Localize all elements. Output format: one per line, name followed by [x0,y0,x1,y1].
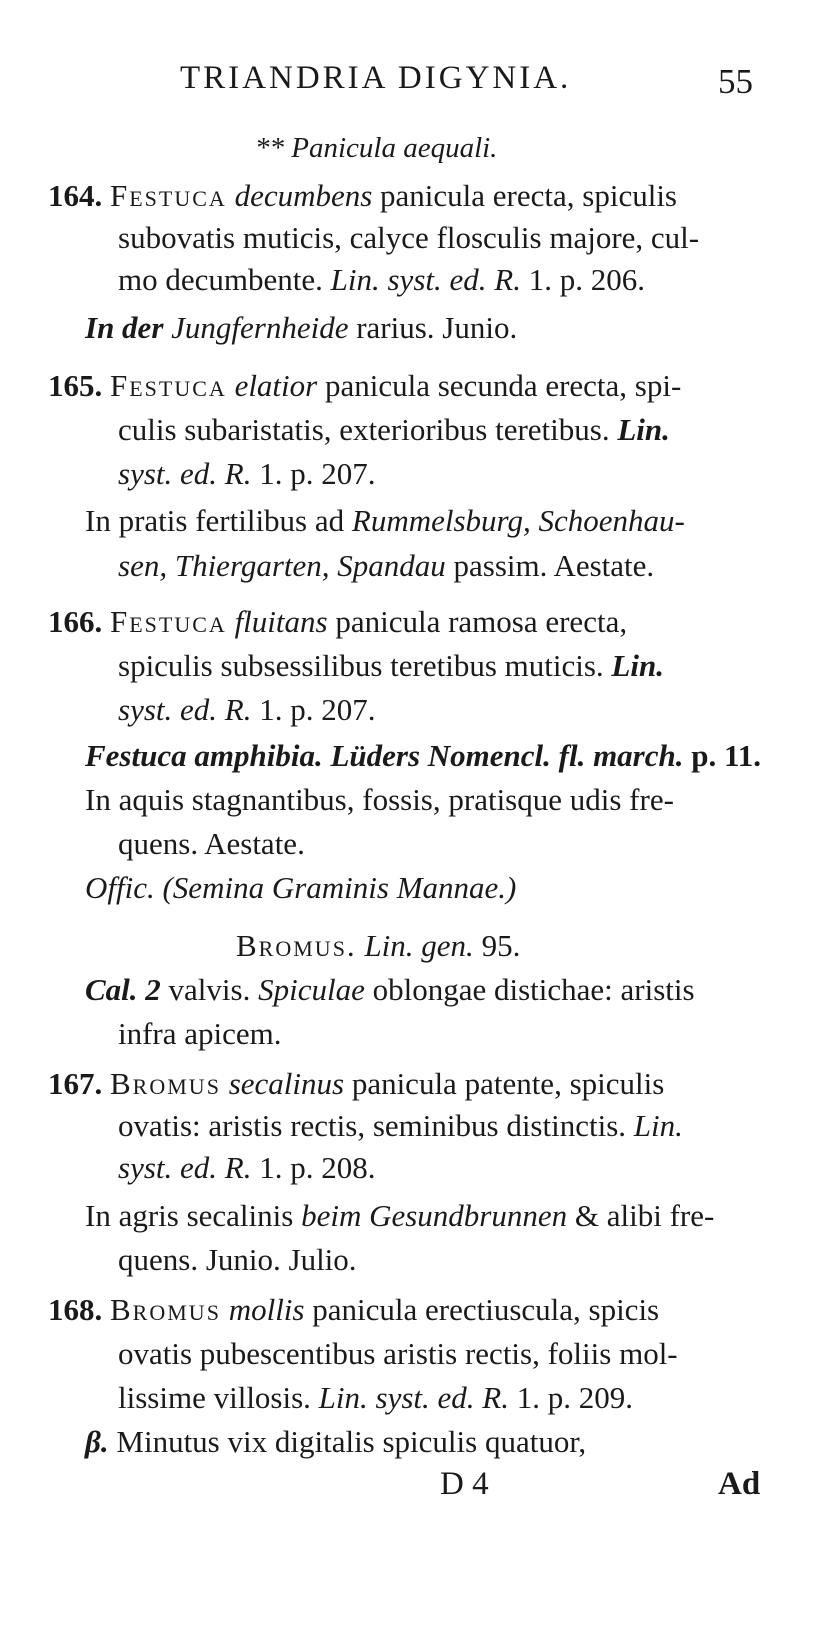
literature-reference: syst. ed. R. [118,1150,252,1185]
description: panicula patente, spiculis [351,1066,665,1101]
locality-note: passim. Aestate. [453,548,655,583]
place-name: Thiergarten, [174,548,330,583]
entry-168-line-3 [118,1380,633,1416]
genus-description-2: infra apicem. [118,1016,282,1051]
literature-reference: Lin. [617,412,670,447]
description: panicula erectiuscula, spicis [312,1292,660,1327]
entry-165-locality-2 [118,548,654,584]
species-name: mollis [228,1292,305,1327]
subheading: ** Panicula aequali. [255,132,498,164]
synonym-reference: Festuca amphibia. Lüders Nomencl. fl. march. [85,738,684,773]
description: panicula erecta, spiculis [380,178,677,213]
entry-165-locality-1 [85,503,685,539]
species-name: secalinus [228,1066,345,1101]
genus-name: Festuca [110,178,227,213]
genus-name: Festuca [110,368,227,403]
literature-reference: Lin. syst. ed. R. [330,262,521,297]
entry-number: 168. [48,1292,103,1327]
entry-number: 167. [48,1066,103,1101]
description: oblongae distichae: aristis [372,972,695,1007]
literature-reference: syst. ed. R. [118,692,252,727]
entry-164-locality [85,310,517,346]
species-name: elatior [234,368,318,403]
entry-165-line-1 [48,368,681,404]
entry-166-line-2 [118,648,664,684]
place-name: Rummelsburg, [351,503,531,538]
entry-167-line-1 [48,1066,664,1102]
genus-name: Festuca [110,604,227,639]
running-header [180,60,571,96]
entry-164-line-2: subovatis muticis, calyce flosculis majore, cul- [118,220,700,255]
reference-page: p. 11. [691,738,762,773]
description: culis subaristatis, exterioribus teretibus. [118,412,610,447]
reference-page: 1. p. 206. [528,262,645,297]
calyx-label: Cal. 2 [85,972,161,1007]
species-name: decumbens [234,178,373,213]
entry-166-line-1 [48,604,627,640]
genus-name: Bromus [110,1066,221,1101]
entry-166-synonym [85,738,761,774]
literature-reference: Lin. [611,648,664,683]
place-name: Jungfernheide [171,310,349,345]
literature-reference: Lin. gen. [364,928,474,963]
locality-text: In pratis fertilibus ad [85,503,345,538]
genus-description-1 [85,972,695,1008]
place-name: Spandau [337,548,446,583]
description: ovatis: aristis rectis, seminibus distinctis. [118,1108,627,1143]
entry-166-locality-1: In aquis stagnantibus, fossis, pratisque udis fre- [85,782,674,817]
entry-164-line-1 [48,178,677,214]
description-term: Spiculae [258,972,365,1007]
locality-text: In agris secalinis [85,1198,294,1233]
entry-167-locality-1 [85,1198,714,1234]
description: valvis. [168,972,251,1007]
locality-note: rarius. Junio. [356,310,518,345]
literature-reference: Lin. [633,1108,683,1143]
header-title: TRIANDRIA DIGYNIA. [180,60,572,96]
variety-marker: β. [85,1424,109,1459]
locality-prefix: In der [85,310,164,345]
entry-165-line-2 [118,412,670,448]
entry-167-line-3 [118,1150,375,1186]
genus-number: 95. [481,928,521,963]
place-name: Schoenhau- [538,503,685,538]
reference-page: 1. p. 209. [516,1380,633,1415]
place-name: sen, [118,548,168,583]
genus-title: Bromus. [236,928,357,963]
genus-name: Bromus [110,1292,221,1327]
catchword: Ad [718,1466,761,1502]
description: panicula ramosa erecta, [335,604,628,639]
species-name: fluitans [234,604,328,639]
description: spiculis subsessilibus teretibus muticis. [118,648,604,683]
entry-number: 165. [48,368,103,403]
genus-heading [236,928,520,964]
reference-page: 1. p. 207. [259,692,376,727]
literature-reference: Lin. syst. ed. R. [318,1380,509,1415]
entry-167-locality-2: quens. Junio. Julio. [118,1242,357,1277]
entry-168-variety [85,1424,586,1460]
page-number: 55 [718,62,753,101]
entry-166-line-3 [118,692,375,728]
place-name: beim Gesundbrunnen [301,1198,568,1233]
reference-page: 1. p. 207. [259,456,376,491]
signature-mark: D 4 [440,1466,489,1502]
description: mo decumbente. [118,262,323,297]
entry-168-line-2: ovatis pubescentibus aristis rectis, foliis mol- [118,1336,678,1371]
entry-164-line-3 [118,262,645,298]
entry-number: 164. [48,178,103,213]
entry-165-line-3 [118,456,375,492]
entry-number: 166. [48,604,103,639]
description: panicula secunda erecta, spi- [324,368,682,403]
description: lissime villosis. [118,1380,311,1415]
entry-168-line-1 [48,1292,659,1328]
reference-page: 1. p. 208. [259,1150,376,1185]
entry-166-officinal: Offic. (Semina Graminis Mannae.) [85,870,517,905]
locality-text: & alibi fre- [574,1198,715,1233]
entry-167-line-2 [118,1108,683,1144]
variety-description: Minutus vix digitalis spiculis quatuor, [116,1424,587,1459]
entry-166-locality-2: quens. Aestate. [118,826,305,861]
literature-reference: syst. ed. R. [118,456,252,491]
